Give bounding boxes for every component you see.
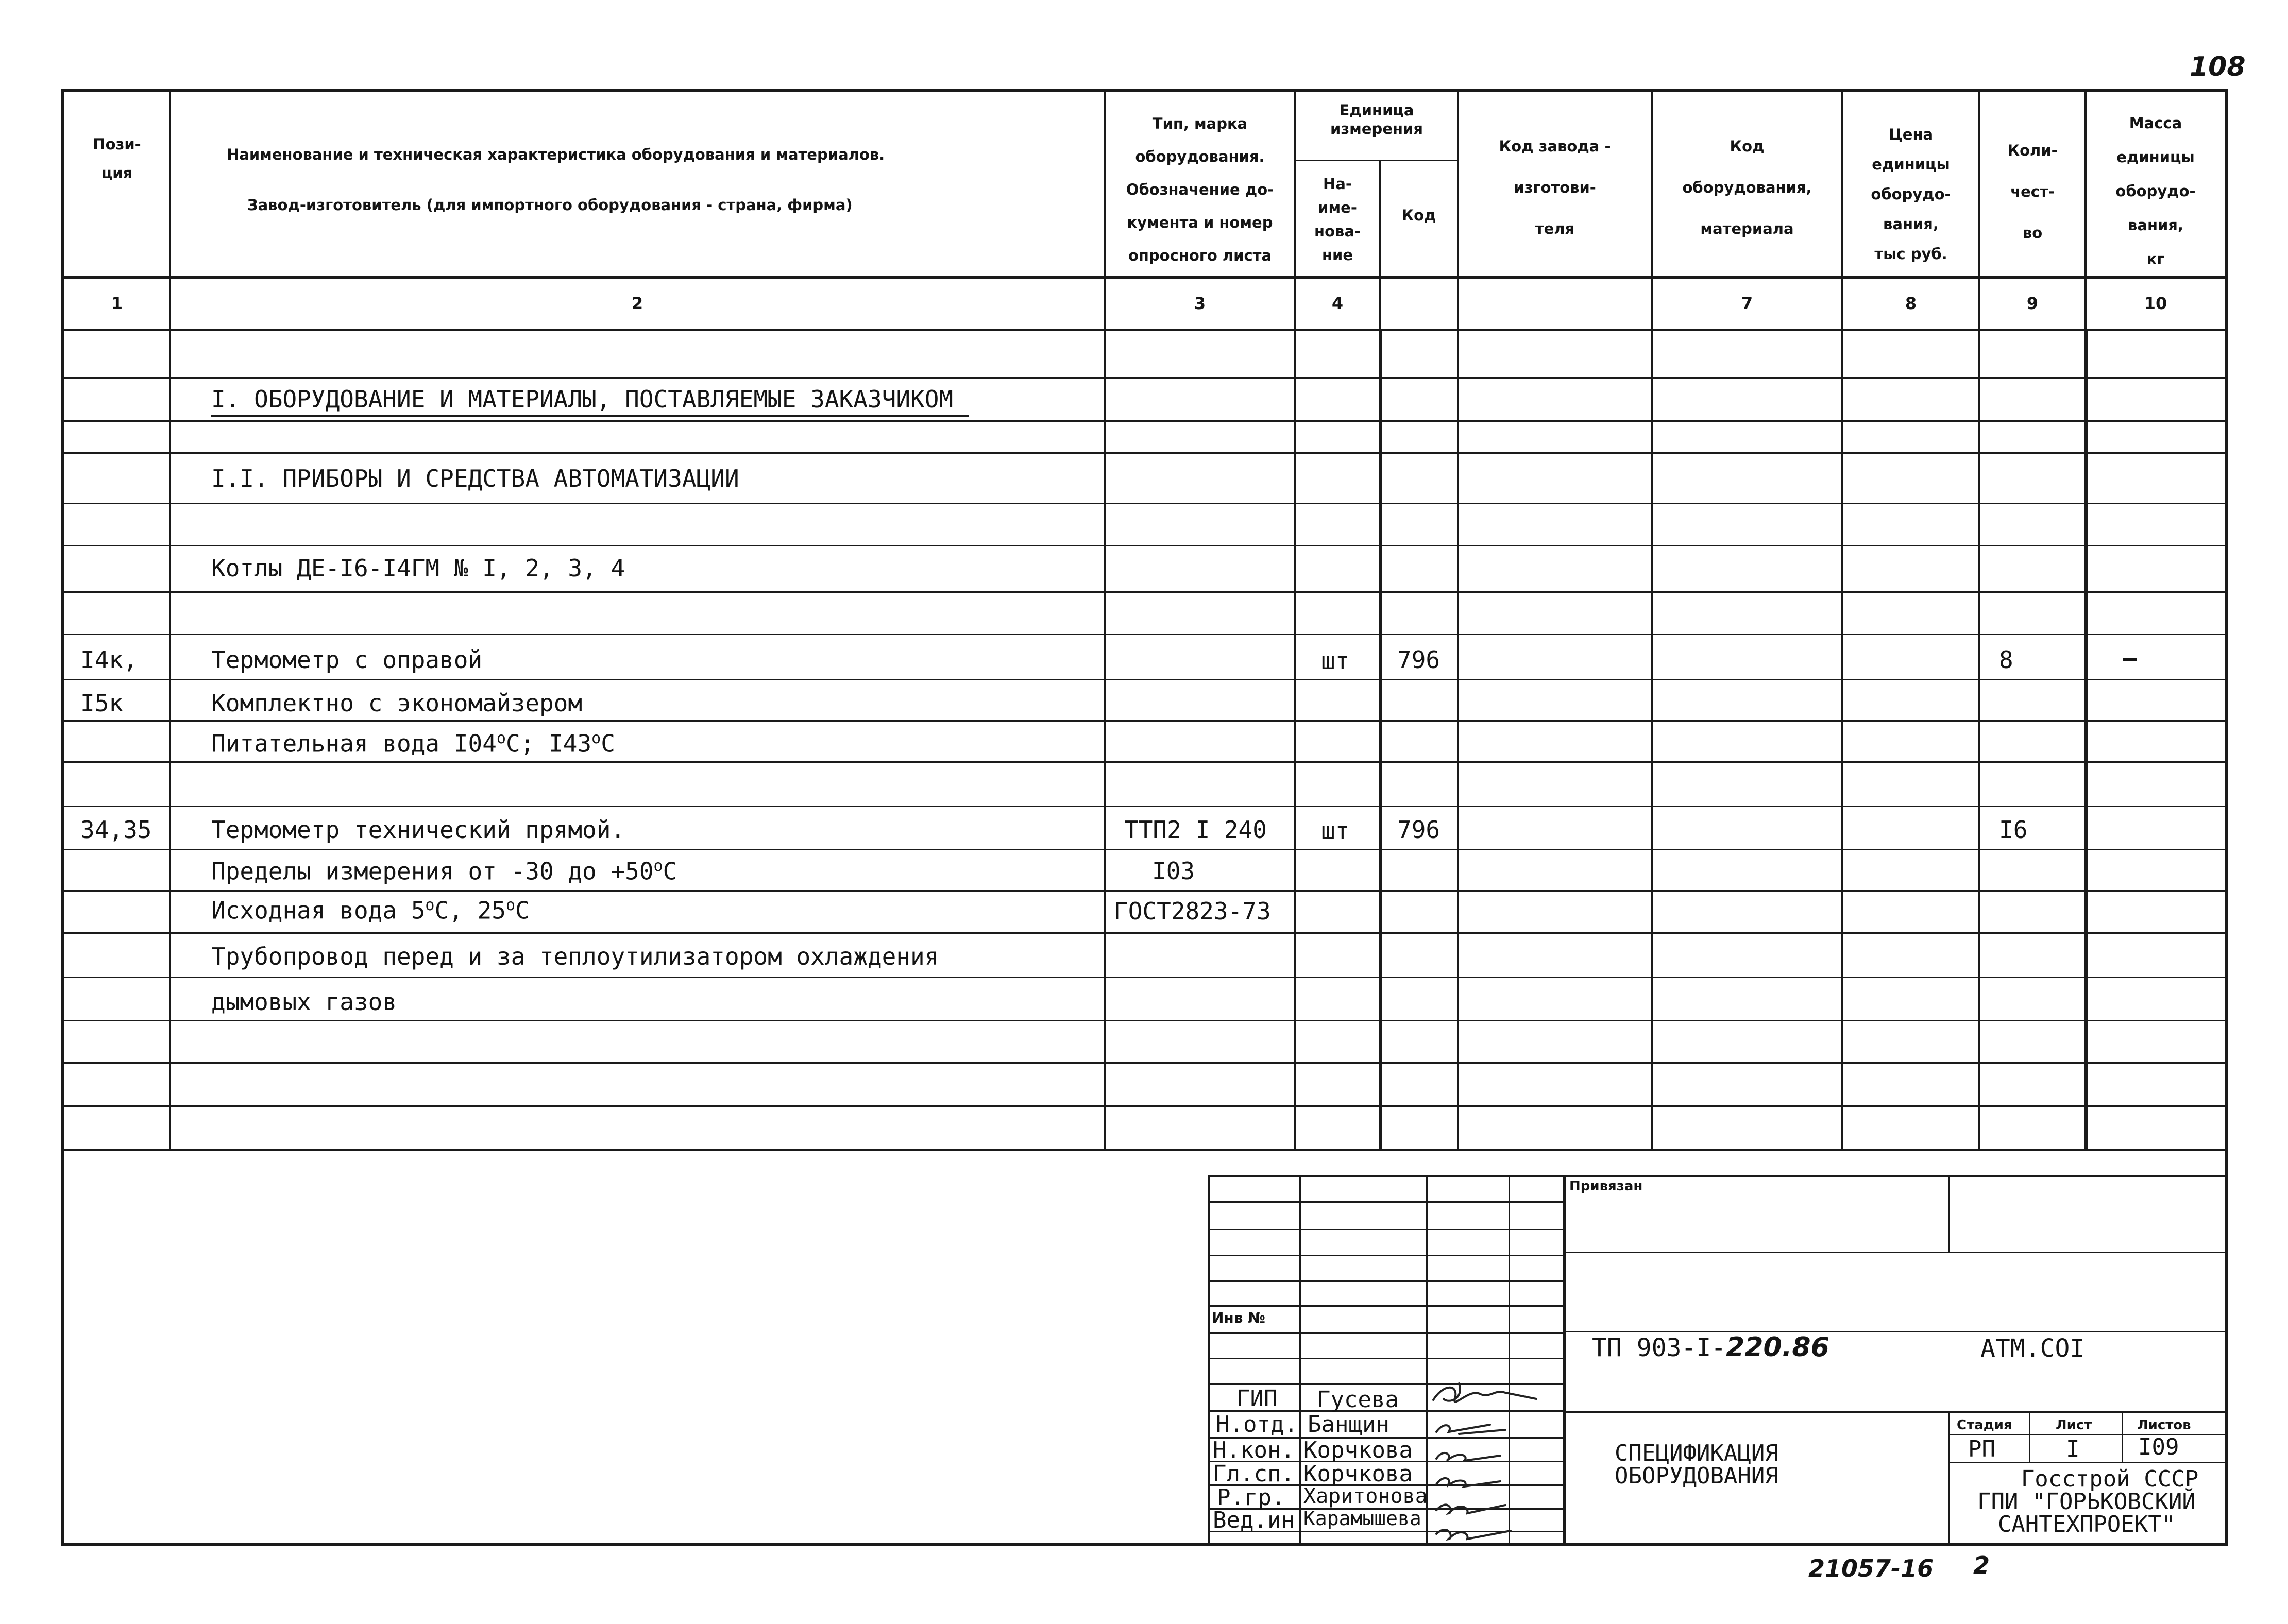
row-qty: I6 xyxy=(1999,816,2028,844)
header-qty-line: Коли- xyxy=(2007,142,2058,159)
row-name-part: С; I43 xyxy=(505,729,592,758)
signer-role: Н.отд. xyxy=(1216,1411,1298,1438)
stage-value: РП xyxy=(1968,1436,1995,1462)
header-unit-code: Код xyxy=(1401,207,1436,224)
col-number: 10 xyxy=(2144,294,2167,313)
header-qty-line: чест- xyxy=(2010,183,2055,200)
header-maker-code-line: теля xyxy=(1535,220,1575,237)
degree-mark: о xyxy=(496,729,506,747)
row-type: ГОСТ2823-73 xyxy=(1114,897,1271,925)
col-number: 7 xyxy=(1741,294,1753,313)
row-mass: – xyxy=(2123,644,2137,672)
row-pos: 34,35 xyxy=(80,816,152,844)
row-name-part: С, 25 xyxy=(434,896,506,925)
signer-role: ГИП xyxy=(1236,1386,1278,1412)
footer-page: 2 xyxy=(1973,1551,1990,1579)
header-type-line: опросного листа xyxy=(1128,247,1272,264)
inv-label: Инв № xyxy=(1212,1309,1265,1326)
signer-name: Корчкова xyxy=(1303,1437,1413,1463)
signer-name: Гусева xyxy=(1317,1387,1399,1413)
row-name: Термометр технический прямой. xyxy=(211,816,625,844)
degree-mark: о xyxy=(425,896,435,914)
degree-mark: о xyxy=(591,729,601,747)
header-unit-name-line: нова- xyxy=(1314,223,1361,240)
doc-code-number: 220.86 xyxy=(1726,1332,1829,1363)
header-price-line: вания, xyxy=(1883,215,1939,233)
row-name-part: Пределы измерения от -30 до +50 xyxy=(211,857,654,885)
row-name: Термометр с оправой xyxy=(211,646,483,674)
row-type: I03 xyxy=(1152,857,1195,885)
organization-line: ГПИ "ГОРЬКОВСКИЙ xyxy=(1977,1489,2196,1515)
row-name-part: Исходная вода 5 xyxy=(211,896,426,925)
row-pos: I5к xyxy=(80,689,124,717)
col-number: 2 xyxy=(631,294,643,313)
row-name xyxy=(211,896,530,924)
signer-name: Банщин xyxy=(1308,1411,1389,1438)
header-type xyxy=(1106,107,1294,272)
doc-code xyxy=(1592,1332,1829,1363)
row-name-part: С xyxy=(515,896,530,925)
header-price-line: единицы xyxy=(1872,156,1950,173)
sheets-label: Листов xyxy=(2137,1417,2191,1433)
header-unit-group xyxy=(1296,101,1457,139)
row-name xyxy=(211,857,677,885)
row-pos: I4к, xyxy=(80,646,138,674)
row-qty: 8 xyxy=(1999,646,2013,674)
row-name: Комплектно с экономайзером xyxy=(211,689,583,717)
header-price-line: тыс руб. xyxy=(1874,245,1947,263)
privyazan-label: Привязан xyxy=(1569,1178,1643,1194)
header-price xyxy=(1843,119,1978,269)
header-maker-code-line: изготови- xyxy=(1514,179,1596,196)
header-price-line: оборудо- xyxy=(1871,185,1951,203)
header-mass-line: вания, xyxy=(2128,216,2183,234)
header-equip-code-line: материала xyxy=(1700,220,1794,237)
header-equip-code-line: оборудования, xyxy=(1682,179,1812,196)
header-mass-line: оборудо- xyxy=(2115,182,2196,200)
doc-title-line: СПЕЦИФИКАЦИЯ xyxy=(1615,1440,1778,1466)
header-equip-code xyxy=(1653,126,1841,249)
row-name-part: С xyxy=(601,729,615,758)
signer-name: Карамышева xyxy=(1303,1507,1421,1530)
header-unit-name-line: ние xyxy=(1321,246,1353,264)
header-type-line: Обозначение до- xyxy=(1126,181,1274,198)
row-name xyxy=(211,729,615,757)
organization-line: САНТЕХПРОЕКТ" xyxy=(1997,1511,2176,1537)
doc-code-prefix: ТП 903-I- xyxy=(1592,1334,1726,1362)
sheet-number: 108 xyxy=(2190,52,2246,82)
col-number: 9 xyxy=(2026,294,2039,313)
signature-graphic xyxy=(1428,1378,1563,1543)
signer-role: Гл.сп. xyxy=(1213,1461,1295,1487)
sheet-value: I xyxy=(2066,1436,2080,1462)
header-pos-line: Пози- xyxy=(93,135,141,153)
sheets-value: I09 xyxy=(2138,1434,2179,1460)
signer-name: Корчкова xyxy=(1303,1461,1413,1487)
header-mass xyxy=(2087,106,2225,276)
row-unit: шт xyxy=(1321,647,1350,675)
header-pos-line: ция xyxy=(101,164,133,182)
header-mass-line: единицы xyxy=(2116,148,2195,166)
col-number: 1 xyxy=(111,294,123,313)
boilers-line: Котлы ДЕ-I6-I4ГМ № I, 2, 3, 4 xyxy=(211,554,625,582)
section-title: I. ОБОРУДОВАНИЕ И МАТЕРИАЛЫ, ПОСТАВЛЯЕМЫЕ ЗАКАЗЧИКОМ xyxy=(211,385,954,413)
header-unit-group-line: измерения xyxy=(1330,120,1423,138)
header-price-line: Цена xyxy=(1888,126,1934,143)
doc-title xyxy=(1615,1442,1778,1488)
header-mass-line: кг xyxy=(2146,250,2165,268)
doc-title-line: ОБОРУДОВАНИЯ xyxy=(1615,1463,1778,1489)
doc-mark: АТМ.СОI xyxy=(1980,1334,2085,1363)
signer-role: Н.кон. xyxy=(1213,1437,1295,1463)
header-name-line: Наименование и техническая характеристика оборудования и материалов. xyxy=(227,146,885,163)
row-name: дымовых газов xyxy=(211,988,397,1016)
header-type-line: кумента и номер xyxy=(1127,214,1273,231)
degree-mark: о xyxy=(653,857,663,875)
header-name xyxy=(227,145,885,215)
header-name-line: Завод-изготовитель (для импортного оборудования - страна, фирма) xyxy=(247,196,853,214)
row-name-part: С xyxy=(663,857,677,885)
organization xyxy=(1953,1468,2221,1536)
stage-label: Стадия xyxy=(1957,1417,2012,1433)
header-equip-code-line: Код xyxy=(1730,138,1765,155)
degree-mark: о xyxy=(505,896,516,914)
header-mass-line: Масса xyxy=(2129,114,2182,132)
sheet-label: Лист xyxy=(2056,1417,2092,1433)
header-qty-line: во xyxy=(2022,224,2043,242)
header-type-line: оборудования. xyxy=(1135,148,1265,165)
header-unit-name-line: На- xyxy=(1323,175,1352,193)
signer-role: Вед.ин xyxy=(1213,1507,1295,1533)
header-qty xyxy=(1980,130,2084,253)
row-name: Трубопровод перед и за теплоутилизатором охлаждения xyxy=(211,943,939,970)
row-unit-code: 796 xyxy=(1397,646,1440,674)
header-unit-group-line: Единица xyxy=(1339,101,1414,119)
col-number: 8 xyxy=(1905,294,1917,313)
row-unit-code: 796 xyxy=(1397,816,1440,844)
header-unit-name xyxy=(1296,172,1379,267)
signer-role: Р.гр. xyxy=(1217,1484,1285,1511)
header-unit-name-line: име- xyxy=(1318,199,1357,216)
row-type: ТТП2 I 240 xyxy=(1124,816,1267,844)
row-name-part: Питательная вода I04 xyxy=(211,729,497,758)
signer-name: Харитонова xyxy=(1303,1484,1428,1508)
header-type-line: Тип, марка xyxy=(1152,115,1248,132)
footer-number: 21057-16 xyxy=(1808,1554,1934,1582)
subsection-title: I.I. ПРИБОРЫ И СРЕДСТВА АВТОМАТИЗАЦИИ xyxy=(211,465,739,492)
organization-line: Госстрой СССР xyxy=(2021,1466,2199,1492)
header-pos xyxy=(64,135,170,183)
col-number: 4 xyxy=(1331,294,1344,313)
header-maker-code xyxy=(1459,126,1651,249)
col-number: 3 xyxy=(1194,294,1206,313)
header-maker-code-line: Код завода - xyxy=(1499,138,1611,155)
row-unit: шт xyxy=(1321,817,1350,845)
